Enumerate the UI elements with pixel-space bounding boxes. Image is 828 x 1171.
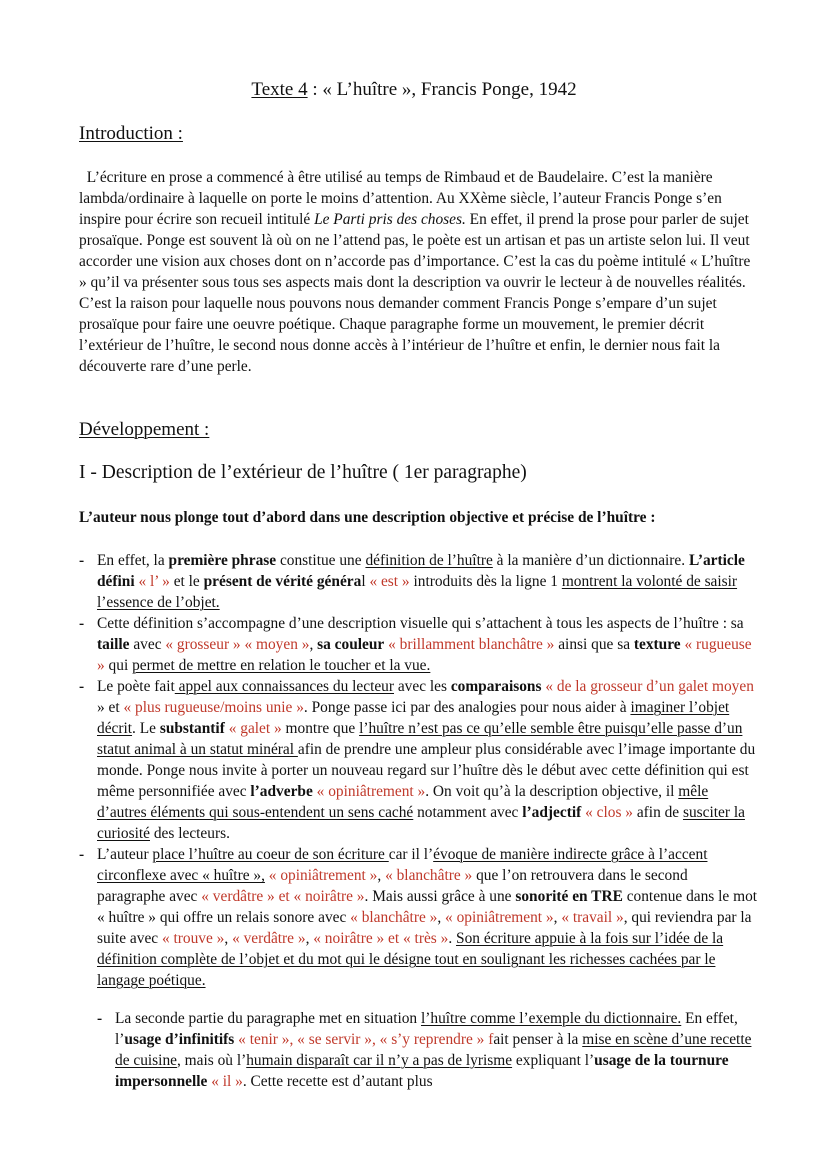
bullet-dash-icon: - (79, 678, 85, 695)
text-segment: expliquant l’ (512, 1052, 595, 1069)
bold-term: texture (633, 636, 681, 653)
list-item (97, 1008, 759, 1092)
list-item (79, 613, 759, 676)
intro-text-part2: En effet, il prend la prose pour parler de sujet prosaïque. Ponge est souvent là où on ne l’attend pas, le poète est un artisan et pas un artiste selon lui. Il veut accorder une vision aux choses dont on n’accorde pas d’importance. C’est la cas du poème intitulé « L’huître » qu’il va présenter sous tous ses aspects mais dont la description va ouvrir le lecteur à de nouvelles réalités. C’est la raison pour laquelle nous pouvons nous demander comment Francis Ponge s’empare d’un sujet prosaïque pour faire une oeuvre poétique. Chaque paragraphe forme un mouvement, le premier décrit l’extérieur de l’huître, le second nous donne accès à l’intérieur de l’huître et enfin, le dernier nous fait la découverte rare d’une perle. (79, 211, 755, 375)
intro-text-part1: L’écriture en prose a commencé à être utilisé au temps de Rimbaud et de Baudelaire. C’est la manière lambda/ordinaire à laquelle on porte le moins d’attention. Au XXème siècle, l’auteur Francis Ponge s’en inspire pour écrire son recueil intitulé (79, 169, 726, 228)
bold-term: sonorité en TRE (515, 888, 623, 905)
quoted-citation: « clos » (585, 804, 633, 821)
underlined-phrase: permet de mettre en relation le toucher et la vue. (132, 657, 431, 674)
bold-term: sa couleur (317, 636, 385, 653)
text-segment: Le poète fait (97, 678, 175, 695)
introduction-paragraph (79, 167, 759, 377)
list-item (79, 550, 759, 613)
text-segment: La seconde partie du paragraphe met en situation (115, 1010, 421, 1027)
quoted-citation: « verdâtre » et « noirâtre » (201, 888, 365, 905)
text-segment: En effet, l’ (115, 1010, 738, 1048)
analysis-list (79, 550, 759, 991)
text-segment: , (437, 909, 446, 926)
development-heading: Développement : (79, 419, 210, 440)
quoted-citation: « opiniâtrement » (445, 909, 554, 926)
book-title: Le Parti pris des choses. (314, 211, 466, 228)
text-segment: notamment avec (413, 804, 523, 821)
text-segment: , mais où l’ (176, 1052, 247, 1069)
bold-term: l’adverbe (250, 783, 313, 800)
bullet-dash-icon: - (97, 1010, 103, 1027)
bold-term: usage de la tournure impersonnelle (115, 1052, 729, 1090)
text-segment: introduits dès la ligne 1 (409, 573, 562, 590)
underlined-phrase: Son écriture appuie à la fois sur l’idée de la définition complète de l’objet et du mot qui le désigne tout en soulignant les richesses cachées par le langage poétique. (97, 930, 724, 989)
analysis-sublist (97, 1008, 759, 1092)
quoted-citation: « est » (369, 573, 410, 590)
section-1-lead: L’auteur nous plonge tout d’abord dans une description objective et précise de l’huître : (79, 509, 656, 526)
text-segment: . (448, 930, 457, 947)
bold-term: comparaisons (450, 678, 542, 695)
quoted-citation: « trouve » (161, 930, 225, 947)
text-segment: car il l’ (388, 846, 434, 863)
underlined-phrase: imaginer l’objet décrit (97, 699, 730, 737)
bold-term: l’adjectif (522, 804, 582, 821)
quoted-citation: « verdâtre » (232, 930, 306, 947)
quoted-citation: « opiniâtrement » (268, 867, 378, 884)
text-segment: qui (104, 657, 133, 674)
bold-term: substantif (159, 720, 225, 737)
underlined-phrase: susciter la curiosité (97, 804, 745, 842)
text-segment: que l’on retrouvera dans le second paragraphe avec (97, 867, 688, 905)
underlined-phrase: mêle d’autres éléments qui sous-entendent un sens caché (97, 783, 709, 821)
text-segment: avec (129, 636, 166, 653)
bullet-dash-icon: - (79, 615, 85, 632)
quoted-citation: « blanchâtre » (385, 867, 473, 884)
underlined-phrase: montrent la volonté de saisir l’essence de l’objet. (97, 573, 738, 611)
quoted-citation: « il » (211, 1073, 243, 1090)
document-title (0, 79, 828, 101)
text-segment: , (309, 636, 318, 653)
underlined-phrase: évoque de manière indirecte grâce à l’accent circonflexe avec « huître », (97, 846, 708, 884)
quoted-citation: « galet » (228, 720, 282, 737)
quoted-citation: « noirâtre » et « très » (313, 930, 449, 947)
bold-term: première phrase (168, 552, 277, 569)
quoted-citation: « l’ » (134, 573, 170, 590)
text-segment: avec les (394, 678, 451, 695)
quoted-citation: « travail » (561, 909, 624, 926)
underlined-phrase: l’huître n’est pas ce qu’elle semble être puisqu’elle passe d’un statut animal à un statut minéral (97, 720, 743, 758)
text-segment: . On voit qu’à la description objective, il (425, 783, 679, 800)
text-segment: L’auteur (97, 846, 153, 863)
text-segment: ainsi que sa (554, 636, 634, 653)
text-segment: ait penser à la (493, 1031, 583, 1048)
text-segment: montre que (281, 720, 360, 737)
quoted-citation: « blanchâtre » (350, 909, 438, 926)
text-segment: l (361, 573, 370, 590)
text-segment: , (305, 930, 314, 947)
text-segment: , (224, 930, 233, 947)
quoted-citation: « brillamment blanchâtre » (388, 636, 555, 653)
bold-term: taille (97, 636, 130, 653)
bullet-dash-icon: - (79, 846, 85, 863)
text-segment: à la manière d’un dictionnaire. (492, 552, 689, 569)
quoted-citation: « rugueuse » (97, 636, 752, 674)
list-item (79, 676, 759, 844)
section-1-title: I - Description de l’extérieur de l’huître ( 1er paragraphe) (79, 462, 527, 483)
text-segment: afin de (632, 804, 683, 821)
quoted-citation: « plus rugueuse/moins unie » (123, 699, 304, 716)
title-text-number: Texte 4 (251, 79, 308, 100)
underlined-phrase: appel aux connaissances du lecteur (174, 678, 394, 695)
text-segment: afin de prendre une ampleur plus considérable avec l’image importante du monde. Ponge nous invite à porter un nouveau regard sur l’huître dès le début avec cette définition qui est même personnifiée avec (97, 741, 756, 800)
text-segment: . Ponge passe ici par des analogies pour nous aider à (303, 699, 631, 716)
text-segment: , qui reviendra par la suite avec (97, 909, 752, 947)
text-segment: contenue dans le mot « huître » qui offre un relais sonore avec (97, 888, 758, 926)
introduction-heading: Introduction : (79, 123, 183, 144)
text-segment: . Mais aussi grâce à une (364, 888, 516, 905)
quoted-citation: « de la grosseur d’un galet moyen (545, 678, 754, 695)
underlined-phrase: l’huître comme l’exemple du dictionnaire. (420, 1010, 682, 1027)
quoted-citation: « tenir », « se servir », « s’y reprendre » f (238, 1031, 494, 1048)
text-segment: et le (169, 573, 204, 590)
underlined-phrase: mise en scène d’une recette de cuisine (115, 1031, 752, 1069)
text-segment: En effet, la (97, 552, 169, 569)
underlined-phrase: définition de l’huître (365, 552, 493, 569)
text-segment: . Le (132, 720, 160, 737)
underlined-phrase: humain disparaît car il n’y a pas de lyrisme (246, 1052, 513, 1069)
text-segment: . Cette recette est d’autant plus (242, 1073, 433, 1090)
title-text-rest: : « L’huître », Francis Ponge, 1942 (307, 79, 577, 100)
text-segment: des lecteurs. (150, 825, 230, 842)
bold-term: L’article défini (97, 552, 745, 590)
bold-term: présent de vérité généra (203, 573, 362, 590)
bullet-dash-icon: - (79, 552, 85, 569)
list-item (79, 844, 759, 991)
bold-term: usage d’infinitifs (124, 1031, 235, 1048)
quoted-citation: « grosseur » « moyen » (165, 636, 310, 653)
text-segment: Cette définition s’accompagne d’une description visuelle qui s’attachent à tous les aspects de l’huître : sa (97, 615, 744, 632)
text-segment: , (553, 909, 562, 926)
underlined-phrase: place l’huître au coeur de son écriture (152, 846, 389, 863)
text-segment: , (377, 867, 386, 884)
text-segment: constitue une (276, 552, 366, 569)
text-segment: » et (97, 699, 124, 716)
quoted-citation: « opiniâtrement » (316, 783, 426, 800)
